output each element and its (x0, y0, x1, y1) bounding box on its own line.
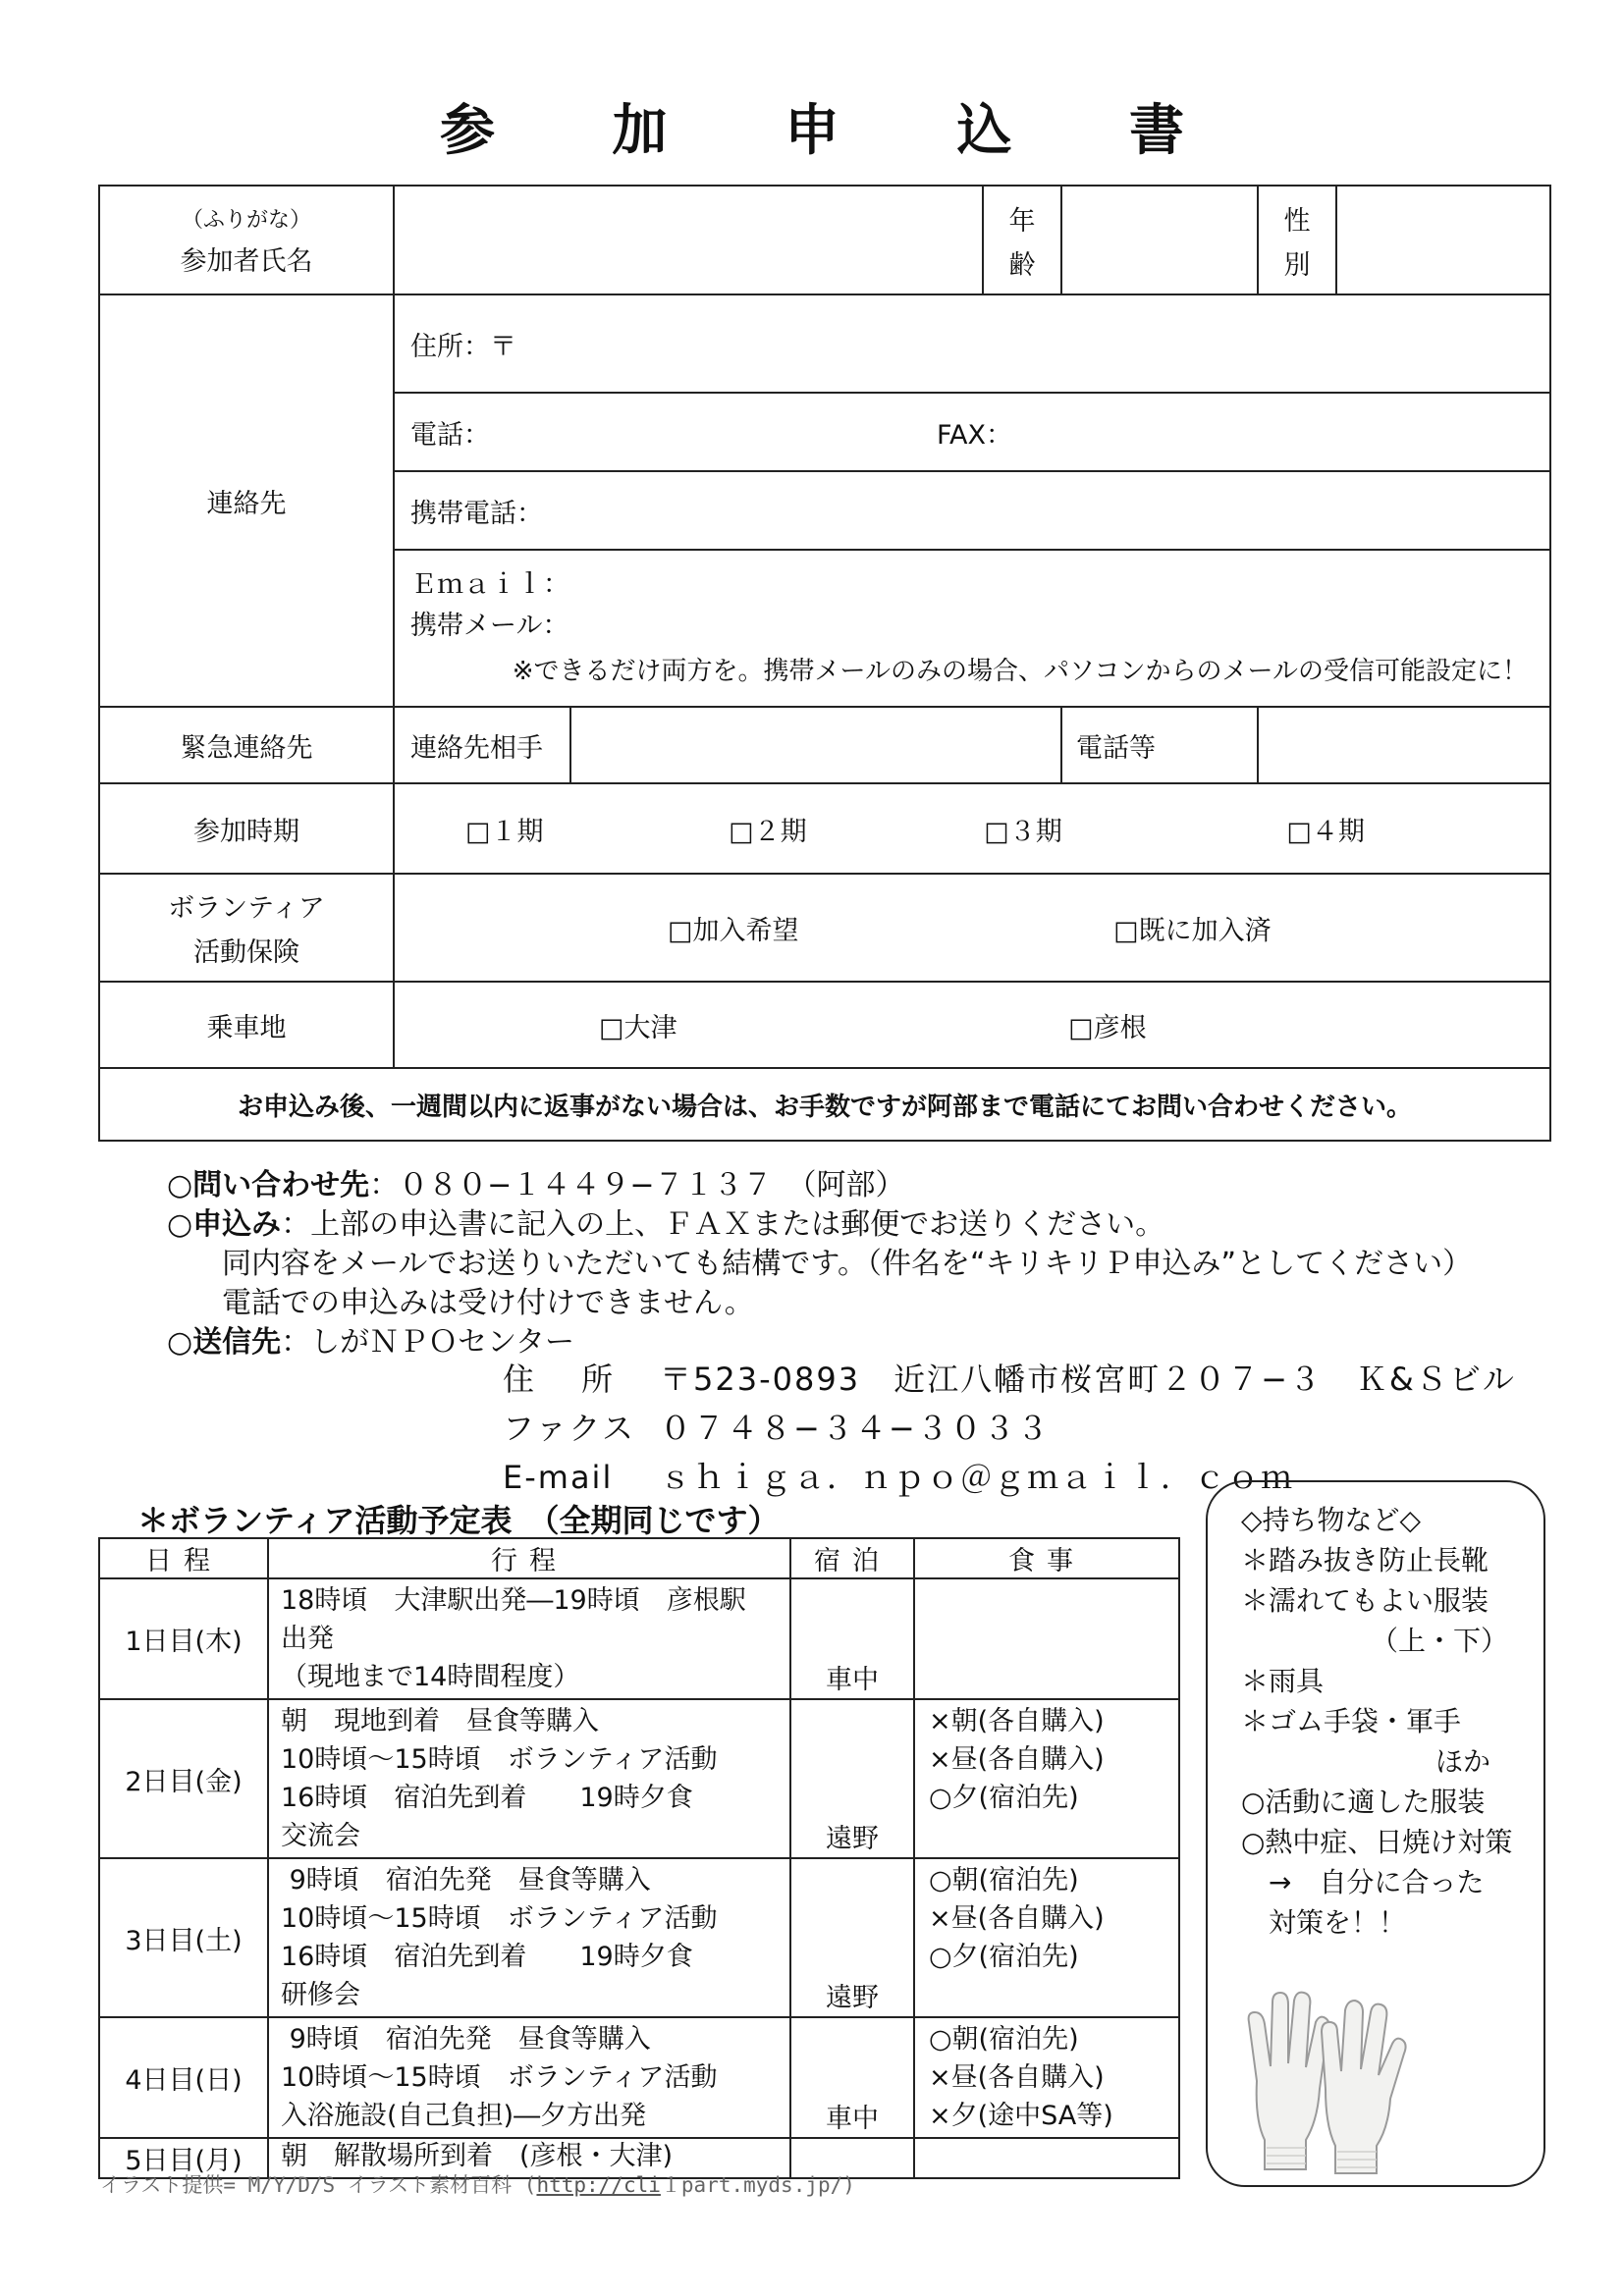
application-form (98, 185, 1551, 1142)
credit-text: イラスト提供= M/Y/D/S イラスト素材百科 ( (100, 2173, 537, 2197)
itinerary-line: 9時頃 宿泊先発 昼食等購入 (281, 1865, 651, 1896)
send-label: ○送信先 (167, 1325, 282, 1360)
meal-line: ×昼(各自購入) (929, 2062, 1105, 2093)
meal-line: ×昼(各自購入) (929, 1903, 1105, 1934)
period-checkbox-2[interactable]: □２期 (729, 816, 807, 847)
schedule-day: 2日目(金) (99, 1699, 268, 1858)
age-field[interactable] (1061, 186, 1258, 294)
itinerary-line: 交流会 (281, 1821, 360, 1851)
schedule-meals (914, 1858, 1179, 2017)
schedule-stay: 車中 (790, 1578, 914, 1699)
schedule-meals (914, 1578, 1179, 1699)
mobile-mail-label: 携帯メール： (410, 611, 569, 641)
boarding-options (394, 982, 1550, 1068)
sex-label-top: 性 (1283, 205, 1311, 237)
email-value[interactable]: ｓｈｉｇａ．ｎｐｏ＠ｇｍａｉｌ．ｃｏｍ (660, 1459, 1295, 1496)
insurance-options (394, 874, 1550, 982)
email-label: Ｅｍａｉｌ： (410, 569, 569, 600)
period-checkbox-1[interactable]: □１期 (465, 816, 544, 847)
bring-item: ＊ゴム手袋・軍手 (1241, 1705, 1462, 1737)
form-footer-note: お申込み後、一週間以内に返事がない場合は、お手数ですが阿部まで電話にてお問い合わせください。 (99, 1068, 1550, 1141)
apply-text: ：上部の申込書に記入の上、ＦＡＸまたは郵便でお送りください。 (281, 1207, 1165, 1242)
period-checkbox-4[interactable]: □４期 (1286, 816, 1365, 847)
schedule-row (99, 1578, 1179, 1699)
address-key: 住 所 (503, 1361, 616, 1398)
schedule-day: 4日目(日) (99, 2017, 268, 2138)
schedule-day: 5日目(月) (99, 2138, 268, 2178)
schedule-meals (914, 2138, 1179, 2178)
schedule-header-meals: 食事 (914, 1538, 1179, 1578)
insurance-label-bottom: 活動保険 (193, 937, 299, 968)
schedule-row (99, 1699, 1179, 1858)
meal-line: ×昼(各自購入) (929, 1744, 1105, 1775)
mobile-label: 携帯電話： (410, 498, 543, 529)
period-label: 参加時期 (99, 783, 394, 874)
itinerary-line: 朝 現地到着 昼食等購入 (281, 1706, 599, 1736)
name-label-cell (99, 186, 394, 294)
schedule-itinerary (268, 1578, 790, 1699)
mobile-field[interactable] (394, 471, 1550, 550)
schedule-itinerary (268, 1858, 790, 2017)
itinerary-line: 朝 解散場所到着 (彦根・大津) (281, 2141, 674, 2171)
work-gloves-illustration (1227, 1973, 1424, 2179)
itinerary-line: 10時頃〜15時頃 ボランティア活動 (281, 1744, 718, 1775)
insurance-checkbox-already[interactable]: □既に加入済 (1113, 915, 1272, 946)
itinerary-line: 出発 (281, 1624, 334, 1654)
emergency-person-label: 連絡先相手 (394, 707, 570, 783)
contact-label: 連絡先 (99, 294, 394, 707)
inquiry-label: ○問い合わせ先 (167, 1168, 370, 1202)
contact-info (167, 1166, 1542, 1362)
tel-label: 電話： (410, 419, 490, 451)
age-label-cell (983, 186, 1061, 294)
bring-item: ほか (1435, 1745, 1491, 1778)
emergency-person-field[interactable] (570, 707, 1061, 783)
email-field[interactable] (394, 550, 1550, 707)
page-title: 参 加 申 込 書 (440, 99, 1233, 163)
boarding-label: 乗車地 (99, 982, 394, 1068)
emergency-label: 緊急連絡先 (99, 707, 394, 783)
itinerary-line: 入浴施設(自己負担)―夕方出発 (281, 2101, 647, 2131)
meal-line: ×夕(途中SA等) (929, 2101, 1113, 2131)
bring-item: 対策を！！ (1241, 1906, 1407, 1939)
meal-line: ×朝(各自購入) (929, 1706, 1105, 1736)
sex-field[interactable] (1336, 186, 1550, 294)
mail-note: ※できるだけ両方を。携帯メールのみの場合、パソコンからのメールの受信可能設定に！ (512, 657, 1528, 686)
schedule-stay: 車中 (790, 2017, 914, 2138)
credit-link[interactable]: http://cli (536, 2173, 661, 2197)
schedule-row (99, 1858, 1179, 2017)
fax-value: ０７４８−３４−３０３３ (660, 1410, 1051, 1447)
insurance-label-top: ボランティア (168, 893, 325, 924)
bring-item: ＊濡れてもよい服装 (1241, 1584, 1489, 1617)
schedule-day: 3日目(土) (99, 1858, 268, 2017)
schedule-header-itinerary: 行程 (268, 1538, 790, 1578)
address-label: 住所：〒 (410, 331, 516, 362)
itinerary-line: 研修会 (281, 1980, 360, 2010)
schedule-stay: 遠野 (790, 1699, 914, 1858)
emergency-tel-label: 電話等 (1061, 707, 1258, 783)
itinerary-line: 10時頃〜15時頃 ボランティア活動 (281, 2062, 718, 2093)
apply-line-2: 同内容をメールでお送りいただいても結構です。（件名を“キリキリＰ申込み”としてください） (222, 1247, 1473, 1281)
insurance-checkbox-apply[interactable]: □加入希望 (668, 915, 799, 946)
itinerary-line: 9時頃 宿泊先発 昼食等購入 (281, 2024, 651, 2055)
boarding-checkbox-otsu[interactable]: □大津 (599, 1012, 677, 1043)
schedule-itinerary (268, 2017, 790, 2138)
address-value: 〒523-0893 近江八幡市桜宮町２０７−３ Ｋ&Ｓビル (660, 1361, 1516, 1398)
fax-key: ファクス (503, 1410, 636, 1447)
name-field[interactable] (394, 186, 983, 294)
schedule-row (99, 2017, 1179, 2138)
email-key: E-mail (503, 1459, 614, 1496)
credit-rest: １part.myds.jp/) (660, 2173, 855, 2197)
age-label-bottom: 齢 (1008, 249, 1036, 281)
sex-label-cell (1258, 186, 1336, 294)
itinerary-line: （現地まで14時間程度） (281, 1662, 580, 1692)
itinerary-line: 16時頃 宿泊先到着 19時夕食 (281, 1783, 693, 1813)
schedule-meals (914, 2017, 1179, 2138)
illustration-credit (100, 2169, 855, 2199)
bring-item: ○熱中症、日焼け対策 (1241, 1826, 1513, 1858)
schedule-day: 1日目(木) (99, 1578, 268, 1699)
insurance-label (99, 874, 394, 982)
period-options (394, 783, 1550, 874)
apply-label: ○申込み (167, 1207, 282, 1242)
bring-item: ＊踏み抜き防止長靴 (1241, 1544, 1489, 1576)
itinerary-line: 18時頃 大津駅出発―19時頃 彦根駅 (281, 1585, 746, 1616)
itinerary-line: 16時頃 宿泊先到着 19時夕食 (281, 1942, 693, 1972)
schedule-header-stay: 宿泊 (790, 1538, 914, 1578)
tel-fax-field[interactable] (394, 393, 1550, 471)
bring-item: → 自分に合った (1241, 1866, 1485, 1898)
name-label: 参加者氏名 (180, 245, 313, 277)
schedule-meals (914, 1699, 1179, 1858)
age-label-top: 年 (1008, 205, 1036, 237)
itinerary-line: 10時頃〜15時頃 ボランティア活動 (281, 1903, 718, 1934)
schedule-itinerary (268, 1699, 790, 1858)
meal-line: ○夕(宿泊先) (929, 1942, 1079, 1972)
boarding-checkbox-hikone[interactable]: □彦根 (1068, 1012, 1147, 1043)
emergency-tel-field[interactable] (1258, 707, 1550, 783)
bring-item: ○活動に適した服装 (1241, 1786, 1486, 1818)
send-text: ：しがＮＰＯセンター (281, 1325, 574, 1360)
schedule-stay: 遠野 (790, 1858, 914, 2017)
bring-item: ＊雨具 (1241, 1665, 1325, 1697)
bring-title: ◇持ち物など◇ (1241, 1504, 1422, 1536)
meal-line: ○朝(宿泊先) (929, 1865, 1079, 1896)
schedule-title: ＊ボランティア活動予定表 （全期同じです） (137, 1502, 780, 1539)
meal-line: ○夕(宿泊先) (929, 1783, 1079, 1813)
meal-line: ○朝(宿泊先) (929, 2024, 1079, 2055)
inquiry-text: ：０８０−１４４９−７１３７ （阿部） (369, 1168, 905, 1202)
address-field[interactable] (394, 294, 1550, 393)
fax-label: FAX： (937, 419, 1013, 451)
apply-line-3: 電話での申込みは受け付けできません。 (222, 1286, 754, 1320)
bring-item: （上・下） (1370, 1625, 1508, 1657)
sex-label-bottom: 別 (1283, 249, 1311, 281)
period-checkbox-3[interactable]: □３期 (984, 816, 1062, 847)
schedule-table (98, 1537, 1180, 2179)
furigana-label: （ふりがな） (181, 207, 311, 233)
schedule-header-day: 日程 (99, 1538, 268, 1578)
